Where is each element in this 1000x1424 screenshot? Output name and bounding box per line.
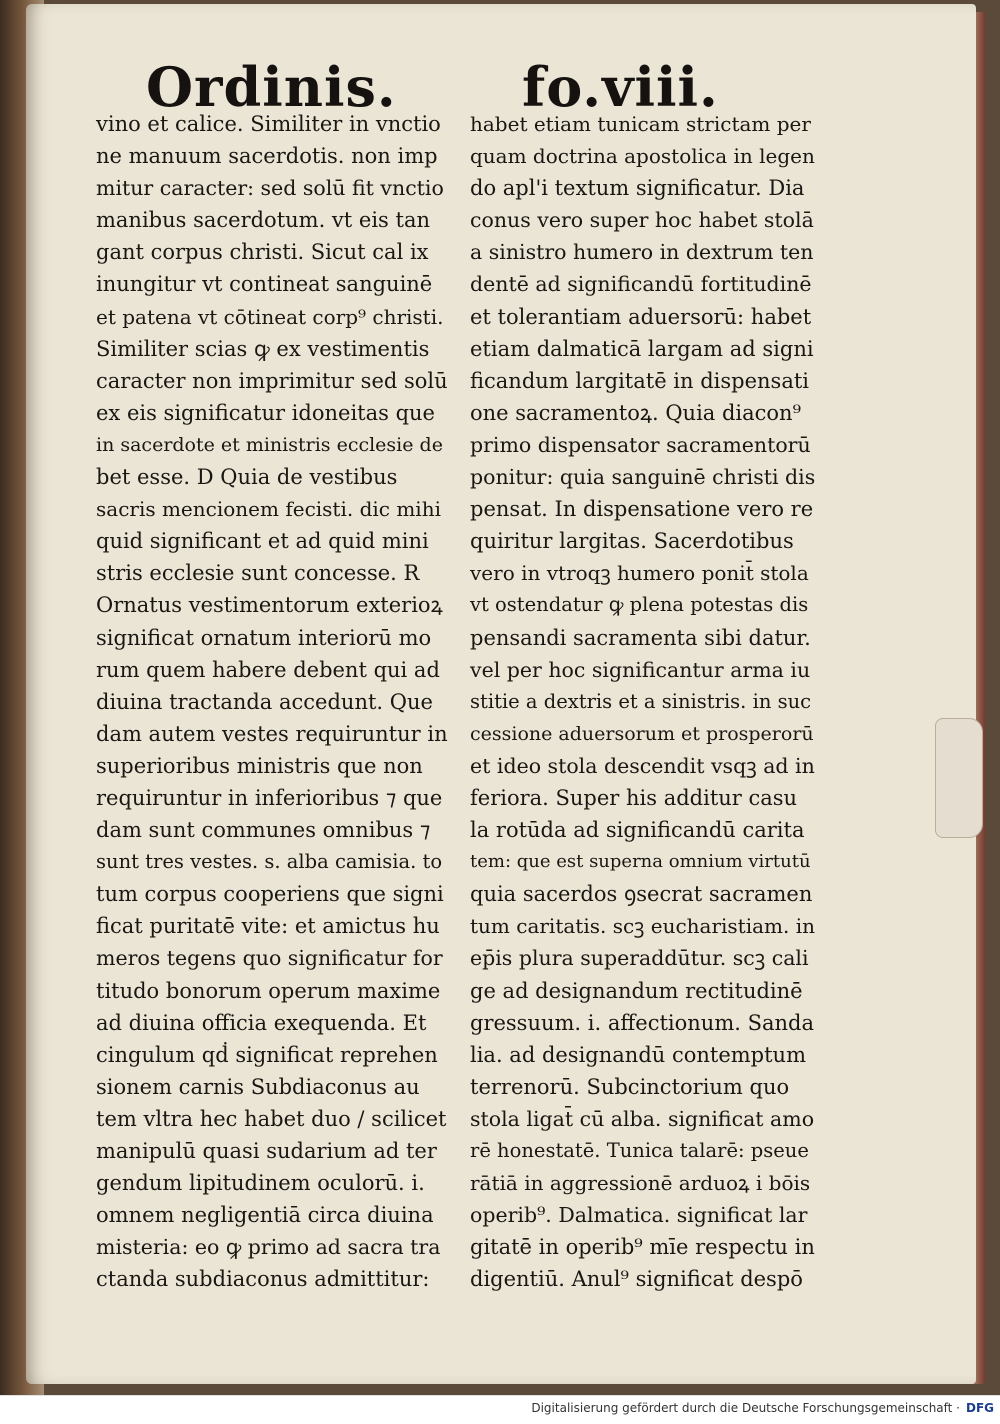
text-line: lia. ad designandū contemptum bbox=[470, 1042, 806, 1067]
text-line: pensandi sacramenta sibi datur. bbox=[470, 625, 811, 650]
text-line: pensat. In dispensatione vero re bbox=[470, 497, 814, 522]
text-line: quam doctrina apostolica in legen bbox=[470, 144, 815, 169]
text-line: gitatē in operib⁹ mīe respectu in bbox=[470, 1235, 815, 1260]
text-line: ne manuum sacerdotis. non imp bbox=[96, 144, 438, 169]
text-line: ep̄is plura superaddūtur. scꝫ cali bbox=[470, 946, 809, 971]
text-line: stola ligat̄ cū alba. significat amo bbox=[470, 1106, 815, 1131]
text-line: cingulum qḋ significat reprehen bbox=[96, 1042, 438, 1067]
text-line: gressuum. i. affectionum. Sanda bbox=[470, 1010, 814, 1035]
text-line: sionem carnis Subdiaconus au bbox=[96, 1074, 420, 1099]
running-head-title: Ordinis. bbox=[146, 55, 397, 119]
text-line: dam autem vestes requiruntur in bbox=[96, 721, 448, 746]
text-line: et ideo stola descendit vsqꝫ ad in bbox=[470, 753, 815, 778]
text-line: tum corpus cooperiens que signi bbox=[96, 882, 444, 907]
text-line: titudo bonorum operum maxime bbox=[96, 978, 441, 1003]
text-line: ficat puritatē vite: et amictus hu bbox=[96, 914, 440, 939]
text-line: operib⁹. Dalmatica. significat lar bbox=[470, 1203, 808, 1228]
funding-credit: Digitalisierung gefördert durch die Deutsche Forschungsgemeinschaft · bbox=[531, 1401, 960, 1415]
text-line: ad diuina officia exequenda. Et bbox=[96, 1010, 427, 1035]
text-line: vero in vtroqꝫ humero ponit̄ stola bbox=[470, 561, 809, 586]
text-line: ficandum largitatē in dispensati bbox=[470, 368, 810, 393]
text-line: primo dispensator sacramentorū bbox=[470, 432, 811, 457]
text-line: omnem negligentiā circa diuina bbox=[96, 1203, 434, 1228]
text-line: bet esse. D Quia de vestibus bbox=[96, 465, 398, 490]
text-line: Ornatus vestimentorum exterioꝝ bbox=[96, 593, 443, 618]
text-line: do apl'i textum significatur. Dia bbox=[470, 176, 805, 201]
text-line: rum quem habere debent qui ad bbox=[96, 657, 440, 682]
text-line: significat ornatum interiorū mo bbox=[96, 625, 432, 650]
text-line: vt ostendatur ꝙ plena potestas dis bbox=[470, 593, 809, 617]
text-line: feriora. Super his additur casu bbox=[470, 785, 798, 810]
text-line: ge ad designandum rectitudinē bbox=[470, 978, 803, 1003]
text-line: in sacerdote et ministris ecclesie de bbox=[96, 433, 443, 456]
text-line: habet etiam tunicam strictam per bbox=[470, 112, 811, 136]
page-clasp-tab bbox=[935, 718, 983, 838]
text-line: tum caritatis. scꝫ eucharistiam. in bbox=[470, 914, 815, 939]
text-line: caracter non imprimitur sed solū bbox=[96, 368, 448, 393]
text-line: gant corpus christi. Sicut cal ix bbox=[96, 240, 429, 265]
text-line: meros tegens quo significatur for bbox=[96, 946, 443, 971]
text-line: diuina tractanda accedunt. Que bbox=[96, 689, 433, 714]
text-line: vino et calice. Similiter in vnctio bbox=[96, 112, 441, 136]
text-line: et patena vt cōtineat corp⁹ christi. bbox=[96, 304, 444, 329]
text-line: ctanda subdiaconus admittitur: bbox=[96, 1267, 430, 1292]
text-line: etiam dalmaticā largam ad signi bbox=[470, 336, 814, 361]
text-line: rātiā in aggressionē arduoꝝ i bōis bbox=[470, 1171, 811, 1196]
text-line: misteria: eo ꝙ primo ad sacra tra bbox=[96, 1235, 441, 1260]
text-line: quiritur largitas. Sacerdotibus bbox=[470, 529, 794, 554]
text-line: ponitur: quia sanguinē christi dis bbox=[470, 465, 816, 490]
text-line: la rotūda ad significandū carita bbox=[470, 818, 805, 843]
text-line: one sacramentoꝝ. Quia diacon⁹ bbox=[470, 400, 802, 425]
text-column-left bbox=[96, 108, 448, 1295]
text-line: tem: que est superna omnium virtutū bbox=[470, 851, 811, 873]
text-column-right bbox=[470, 108, 815, 1295]
digitization-footer bbox=[0, 1395, 1000, 1424]
text-line: dentē ad significandū fortitudinē bbox=[470, 272, 812, 297]
text-line: dam sunt communes omnibus ⁊ bbox=[96, 818, 431, 843]
text-line: a sinistro humero in dextrum ten bbox=[470, 240, 814, 265]
text-line: gendum lipitudinem oculorū. i. bbox=[96, 1171, 425, 1196]
text-line: stitie a dextris et a sinistris. in suc bbox=[470, 689, 812, 713]
text-line: conus vero super hoc habet stolā bbox=[470, 208, 814, 233]
text-line: quia sacerdos ꝯsecrat sacramen bbox=[470, 882, 813, 907]
text-line: stris ecclesie sunt concesse. R bbox=[96, 561, 420, 586]
text-line: mitur caracter: sed solū fit vnctio bbox=[96, 176, 444, 201]
text-line: Similiter scias ꝙ ex vestimentis bbox=[96, 336, 430, 361]
text-line: cessione aduersorum et prosperorū bbox=[470, 722, 814, 745]
text-line: manipulū quasi sudarium ad ter bbox=[96, 1139, 437, 1163]
text-line: terrenorū. Subcinctorium quo bbox=[470, 1074, 790, 1099]
text-line: et tolerantiam aduersorū: habet bbox=[470, 304, 812, 329]
text-line: sacris mencionem fecisti. dic mihi bbox=[96, 497, 441, 522]
text-line: tem vltra hec habet duo / scilicet bbox=[96, 1106, 447, 1131]
text-line: vel per hoc significantur arma iu bbox=[470, 657, 811, 682]
text-line: requiruntur in inferioribus ⁊ que bbox=[96, 785, 443, 810]
folio-number: fo.viii. bbox=[522, 55, 719, 119]
text-line: superioribus ministris que non bbox=[96, 753, 423, 778]
text-line: inungitur vt contineat sanguinē bbox=[96, 272, 433, 297]
text-line: ex eis significatur idoneitas que bbox=[96, 400, 435, 425]
text-line: manibus sacerdotum. vt eis tan bbox=[96, 208, 430, 233]
text-line: quid significant et ad quid mini bbox=[96, 529, 429, 554]
text-line: rē honestatē. Tunica talarē: pseue bbox=[470, 1139, 809, 1162]
text-line: sunt tres vestes. s. alba camisia. to bbox=[96, 850, 443, 874]
text-line: digentiū. Anul⁹ significat despō bbox=[470, 1267, 803, 1292]
dfg-logo: DFG bbox=[965, 1401, 994, 1415]
